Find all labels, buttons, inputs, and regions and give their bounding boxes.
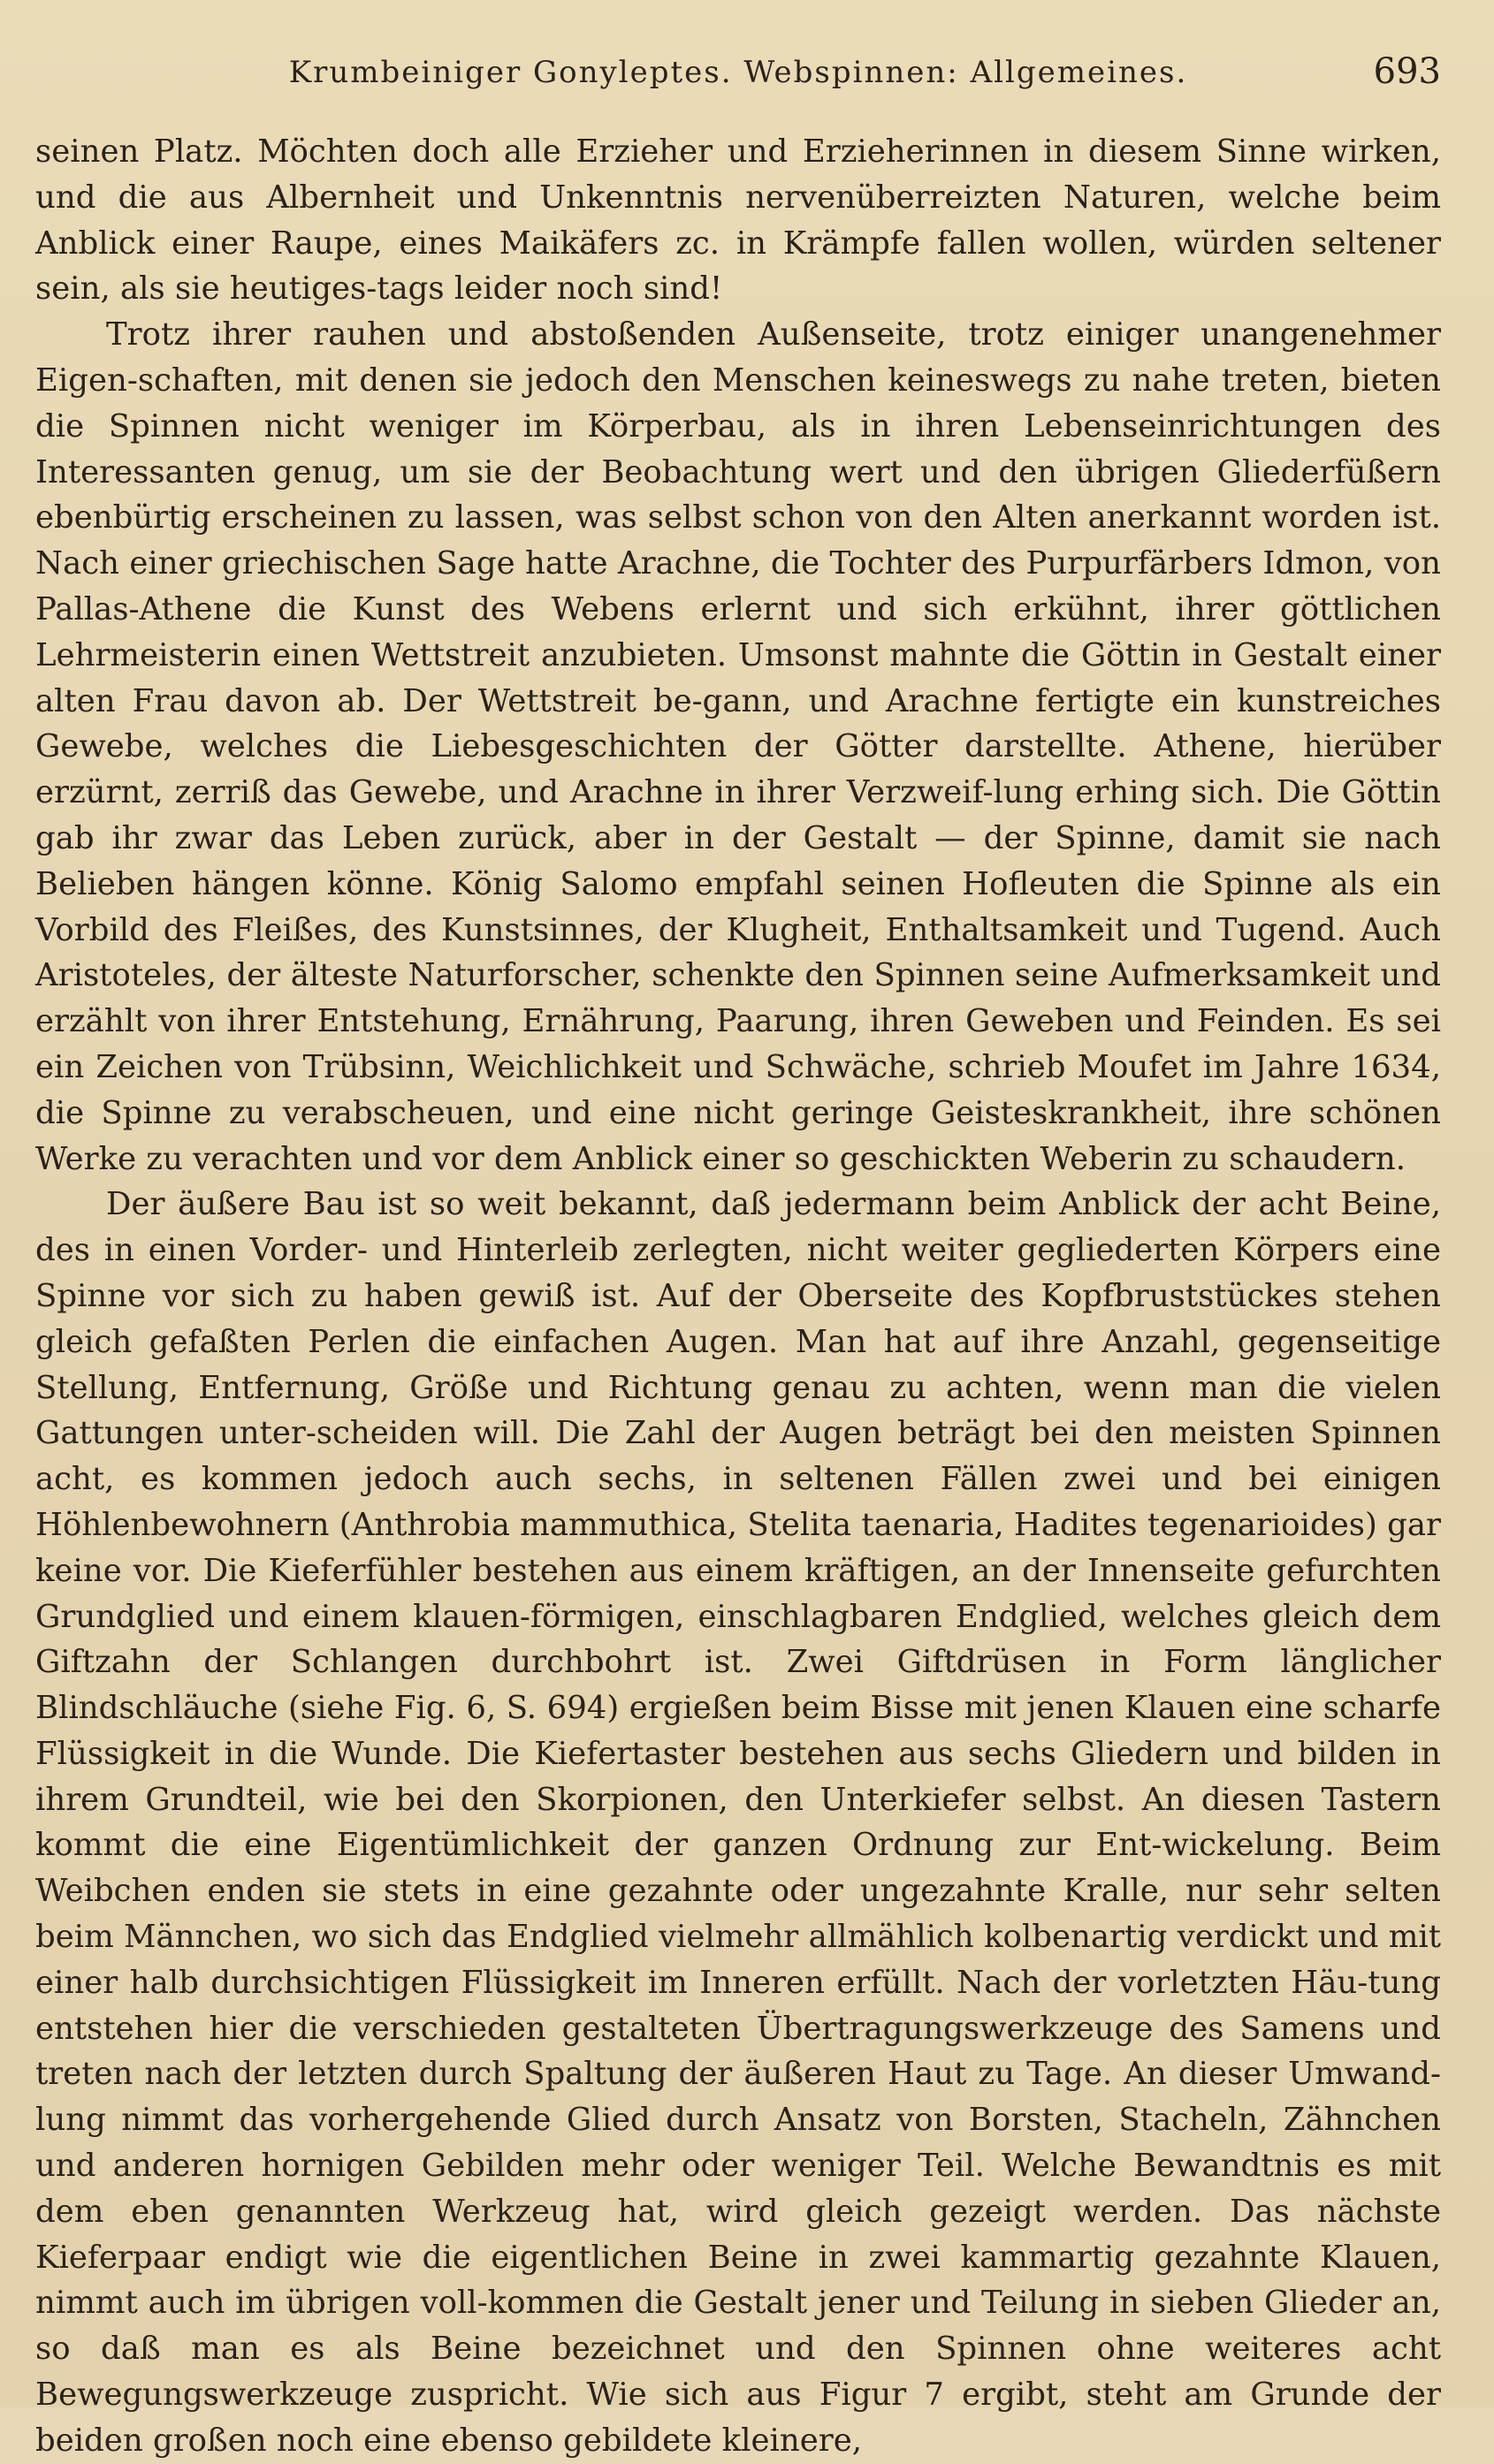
paragraph-1: seinen Platz. Möchten doch alle Erzieher und Erzieherinnen in diesem Sinne wirken, und die aus Albernheit und Unkenntnis nervenüberreizten Naturen, welche beim Anblick einer Raupe, eines Maikäfers zc. in Krämpfe fallen wollen, würden seltener sein, als sie heutiges-tags leider noch sind! [35,133,1441,308]
page-number: 693 [1373,51,1441,92]
body-text [35,129,1441,2464]
paragraph-2: Trotz ihrer rauhen und abstoßenden Außenseite, trotz einiger unangenehmer Eigen-schaften, mit denen sie jedoch den Menschen keineswegs zu nahe treten, bieten die Spinnen nicht weniger im Körperbau, als in ihren Lebenseinrichtungen des Interessanten genug, um sie der Beobachtung wert und den übrigen Gliederfüßern ebenbürtig erscheinen zu lassen, was selbst schon von den Alten anerkannt worden ist. Nach einer griechischen Sage hatte Arachne, die Tochter des Purpurfärbers Idmon, von Pallas-Athene die Kunst des Webens erlernt und sich erkühnt, ihrer göttlichen Lehrmeisterin einen Wettstreit anzubieten. Umsonst mahnte die Göttin in Gestalt einer alten Frau davon ab. Der Wettstreit be-gann, und Arachne fertigte ein kunstreiches Gewebe, welches die Liebesgeschichten der Götter darstellte. Athene, hierüber erzürnt, zerriß das Gewebe, und Arachne in ihrer Verzweif-lung erhing sich. Die Göttin gab ihr zwar das Leben zurück, aber in der Gestalt — der Spinne, damit sie nach Belieben hängen könne. König Salomo empfahl seinen Hofleuten die Spinne als ein Vorbild des Fleißes, des Kunstsinnes, der Klugheit, Enthaltsamkeit und Tugend. Auch Aristoteles, der älteste Naturforscher, schenkte den Spinnen seine Aufmerksamkeit und erzählt von ihrer Entstehung, Ernährung, Paarung, ihren Geweben und Feinden. Es sei ein Zeichen von Trübsinn, Weichlichkeit und Schwäche, schrieb Moufet im Jahre 1634, die Spinne zu verabscheuen, und eine nicht geringe Geisteskrankheit, ihre schönen Werke zu verachten und vor dem Anblick einer so geschickten Weberin zu schaudern. [35,316,1441,1177]
paragraph-3: Der äußere Bau ist so weit bekannt, daß jedermann beim Anblick der acht Beine, des in einen Vorder- und Hinterleib zerlegten, nicht weiter gegliederten Körpers eine Spinne vor sich zu haben gewiß ist. Auf der Oberseite des Kopfbruststückes stehen gleich gefaßten Perlen die einfachen Augen. Man hat auf ihre Anzahl, gegenseitige Stellung, Entfernung, Größe und Richtung genau zu achten, wenn man die vielen Gattungen unter-scheiden will. Die Zahl der Augen beträgt bei den meisten Spinnen acht, es kommen jedoch auch sechs, in seltenen Fällen zwei und bei einigen Höhlenbewohnern (Anthrobia mammuthica, Stelita taenaria, Hadites tegenarioides) gar keine vor. Die Kieferfühler bestehen aus einem kräftigen, an der Innenseite gefurchten Grundglied und einem klauen-förmigen, einschlagbaren Endglied, welches gleich dem Giftzahn der Schlangen durchbohrt ist. Zwei Giftdrüsen in Form länglicher Blindschläuche (siehe Fig. 6, S. 694) ergießen beim Bisse mit jenen Klauen eine scharfe Flüssigkeit in die Wunde. Die Kiefertaster bestehen aus sechs Gliedern und bilden in ihrem Grundteil, wie bei den Skorpionen, den Unterkiefer selbst. An diesen Tastern kommt die eine Eigentümlichkeit der ganzen Ordnung zur Ent-wickelung. Beim Weibchen enden sie stets in eine gezahnte oder ungezahnte Kralle, nur sehr selten beim Männchen, wo sich das Endglied vielmehr allmählich kolbenartig verdickt und mit einer halb durchsichtigen Flüssigkeit im Inneren erfüllt. Nach der vorletzten Häu-tung entstehen hier die verschieden gestalteten Übertragungswerkzeuge des Samens und treten nach der letzten durch Spaltung der äußeren Haut zu Tage. An dieser Umwand-lung nimmt das vorhergehende Glied durch Ansatz von Borsten, Stacheln, Zähnchen und anderen hornigen Gebilden mehr oder weniger Teil. Welche Bewandtnis es mit dem eben genannten Werkzeug hat, wird gleich gezeigt werden. Das nächste Kieferpaar endigt wie die eigentlichen Beine in zwei kammartig gezahnte Klauen, nimmt auch im übrigen voll-kommen die Gestalt jener und Teilung in sieben Glieder an, so daß man es als Beine bezeichnet und den Spinnen ohne weiteres acht Bewegungswerkzeuge zuspricht. Wie sich aus Figur 7 ergibt, steht am Grunde der beiden großen noch eine ebenso gebildete kleinere, [35,1186,1441,2459]
running-title: Krumbeiniger Gonyleptes. Webspinnen: Allgemeines. [288,55,1188,90]
running-header [35,46,1441,103]
